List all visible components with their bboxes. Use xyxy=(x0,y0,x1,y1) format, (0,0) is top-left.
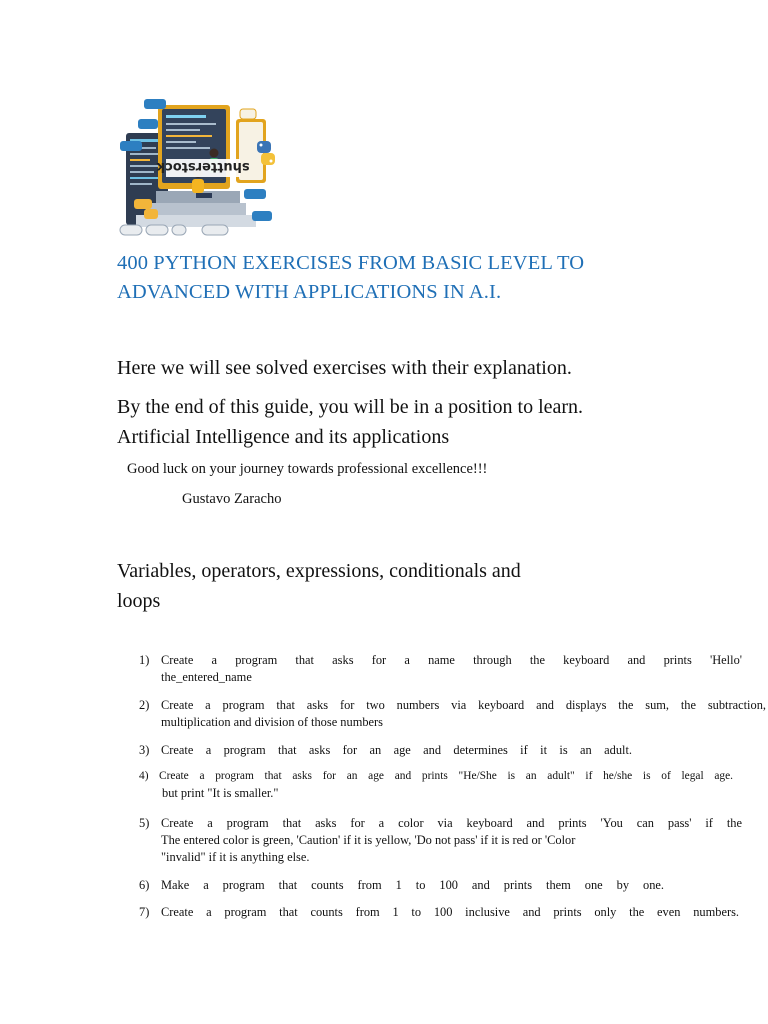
exercise-text-line: Create a program that asks for a color via keyboard and prints 'You can pass' if the xyxy=(161,816,742,830)
document-title xyxy=(117,249,677,307)
exercise-item xyxy=(139,904,739,921)
exercise-number: 2) xyxy=(139,698,150,712)
exercise-text-line: Create a program that asks for two numbers via keyboard and displays the sum, the subtraction, xyxy=(161,698,766,712)
exercise-item xyxy=(139,815,742,866)
exercise-number: 4) xyxy=(139,770,149,782)
exercise-text-line: The entered color is green, 'Caution' if it is yellow, 'Do not pass' if it is red or 'Color xyxy=(161,833,576,847)
section-heading-line-2: loops xyxy=(117,590,161,612)
intro-paragraph-2: By the end of this guide, you will be in a position to learn. xyxy=(117,396,584,418)
intro-paragraph-3: Artificial Intelligence and its applications xyxy=(117,426,450,448)
exercise-text-line: Create a program that asks for a name through the keyboard and prints 'Hello' xyxy=(161,653,742,667)
exercise-item xyxy=(139,652,742,686)
exercise-item xyxy=(139,697,766,731)
exercise-item xyxy=(139,768,733,802)
exercise-number: 3) xyxy=(139,743,150,757)
watermark-text: shutterstock xyxy=(156,159,250,174)
exercise-text-line: the_entered_name xyxy=(161,670,252,684)
title-line-1: 400 PYTHON EXERCISES FROM BASIC LEVEL TO xyxy=(117,252,585,274)
exercise-text-line: Create a program that asks for an age and prints "He/She is an adult" if he/she is of legal age. xyxy=(159,770,733,782)
exercise-text-line: Make a program that counts from 1 to 100 and prints them one by one. xyxy=(161,878,664,892)
exercise-text-line: "invalid" if it is anything else. xyxy=(161,850,310,864)
exercise-item xyxy=(139,742,632,759)
exercise-text-line: but print "It is smaller." xyxy=(162,786,279,800)
exercise-number: 1) xyxy=(139,653,150,667)
python-coding-illustration xyxy=(116,91,284,241)
exercise-number: 5) xyxy=(139,816,150,830)
section-heading-line-1: Variables, operators, expressions, conditionals and xyxy=(117,560,521,582)
title-line-2: ADVANCED WITH APPLICATIONS IN A.I. xyxy=(117,281,502,303)
good-luck-line: Good luck on your journey towards professional excellence!!! xyxy=(127,461,488,477)
hero-illustration xyxy=(116,91,284,241)
exercise-text-line: Create a program that asks for an age and determines if it is an adult. xyxy=(161,743,632,757)
intro-paragraph-1: Here we will see solved exercises with their explanation. xyxy=(117,357,572,379)
exercise-number: 7) xyxy=(139,905,150,919)
exercise-number: 6) xyxy=(139,878,150,892)
exercise-text-line: multiplication and division of those numbers xyxy=(161,715,383,729)
section-heading xyxy=(117,556,597,616)
exercise-item xyxy=(139,877,664,894)
author-name: Gustavo Zaracho xyxy=(182,491,282,507)
exercise-text-line: Create a program that counts from 1 to 100 inclusive and prints only the even numbers. xyxy=(161,905,739,919)
